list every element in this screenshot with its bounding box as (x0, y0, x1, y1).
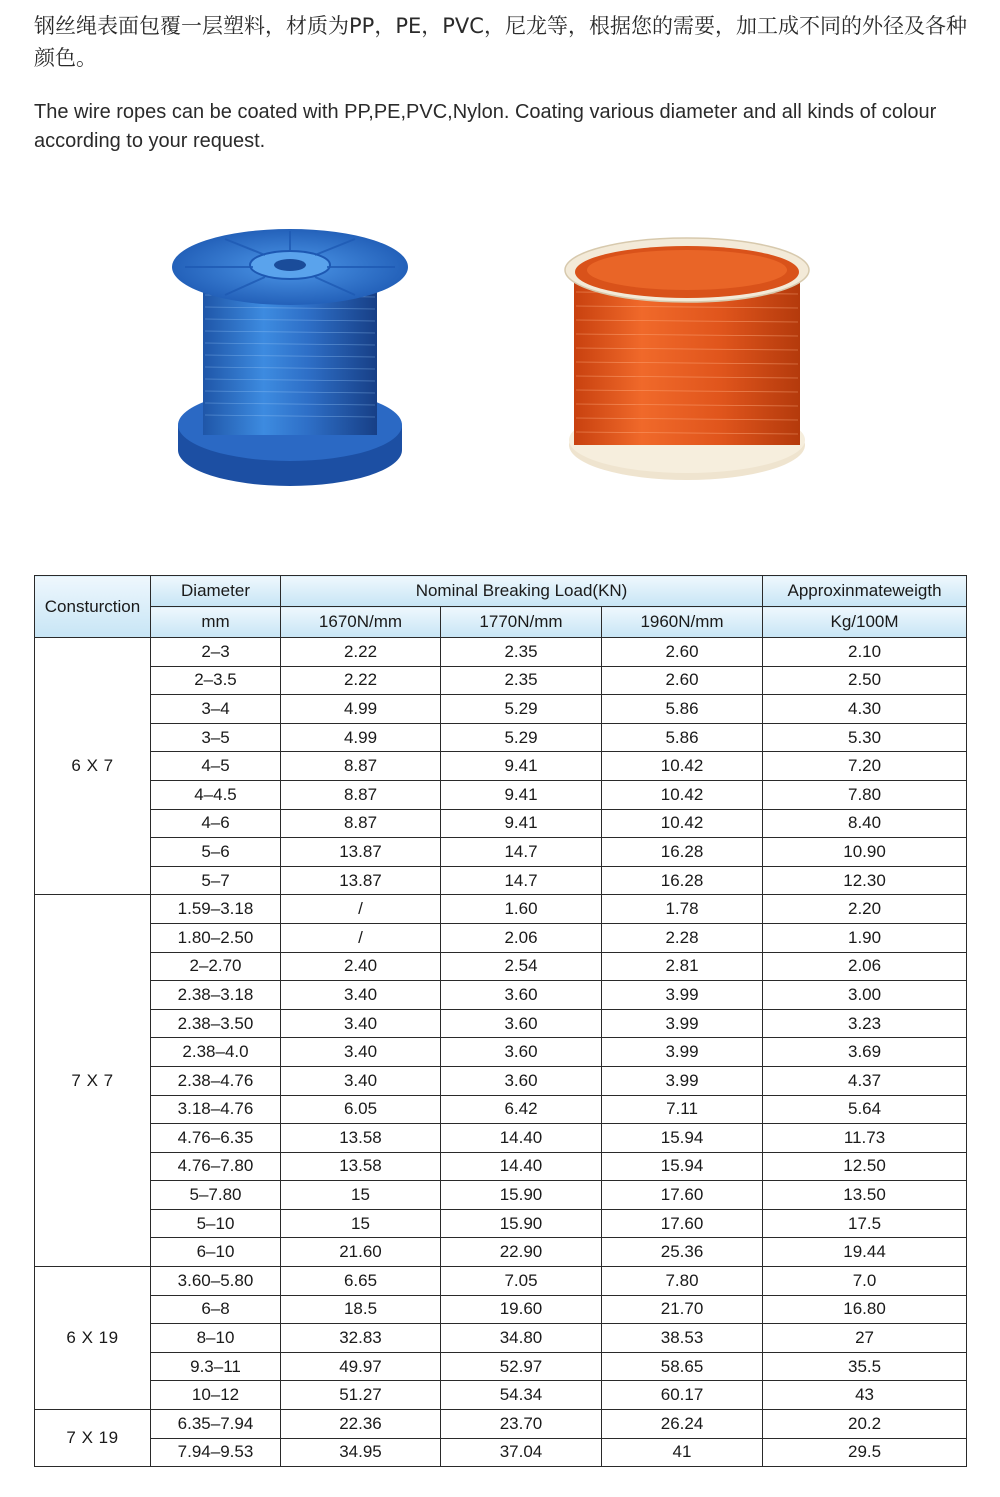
load-1960-cell: 21.70 (602, 1295, 763, 1324)
weight-cell: 7.80 (763, 780, 967, 809)
load-1670-cell: 34.95 (281, 1438, 441, 1467)
diameter-cell: 2.38–3.50 (151, 1009, 281, 1038)
table-row (35, 1038, 967, 1067)
load-1960-cell: 10.42 (602, 809, 763, 838)
table-row (35, 981, 967, 1010)
load-1770-cell: 9.41 (441, 809, 602, 838)
load-1770-cell: 2.35 (441, 666, 602, 695)
header-load-1960: 1960N/mm (602, 607, 763, 638)
diameter-cell: 3.18–4.76 (151, 1095, 281, 1124)
table-row (35, 1295, 967, 1324)
weight-cell: 2.06 (763, 952, 967, 981)
diameter-cell: 4.76–6.35 (151, 1124, 281, 1153)
weight-cell: 12.50 (763, 1152, 967, 1181)
diameter-cell: 5–7.80 (151, 1181, 281, 1210)
intro-english: The wire ropes can be coated with PP,PE,PVC,Nylon. Coating various diameter and all kinds of colour according to your request. (34, 101, 937, 152)
table-row (35, 638, 967, 667)
weight-cell: 12.30 (763, 866, 967, 895)
diameter-cell: 2–3.5 (151, 666, 281, 695)
diameter-cell: 2–3 (151, 638, 281, 667)
load-1770-cell: 34.80 (441, 1324, 602, 1353)
diameter-cell: 2–2.70 (151, 952, 281, 981)
header-weight-unit: Kg/100M (763, 607, 967, 638)
load-1770-cell: 14.40 (441, 1152, 602, 1181)
load-1670-cell: 13.87 (281, 838, 441, 867)
weight-cell: 4.30 (763, 695, 967, 724)
load-1770-cell: 3.60 (441, 1009, 602, 1038)
load-1770-cell: 9.41 (441, 780, 602, 809)
header-construction: Consturction (35, 576, 151, 638)
load-1960-cell: 38.53 (602, 1324, 763, 1353)
table-row (35, 695, 967, 724)
load-1670-cell: 18.5 (281, 1295, 441, 1324)
diameter-cell: 7.94–9.53 (151, 1438, 281, 1467)
diameter-cell: 5–10 (151, 1209, 281, 1238)
load-1770-cell: 14.7 (441, 866, 602, 895)
table-row (35, 1009, 967, 1038)
load-1670-cell: 21.60 (281, 1238, 441, 1267)
load-1960-cell: 17.60 (602, 1181, 763, 1210)
load-1770-cell: 52.97 (441, 1352, 602, 1381)
diameter-cell: 5–7 (151, 866, 281, 895)
load-1960-cell: 2.60 (602, 638, 763, 667)
load-1770-cell: 9.41 (441, 752, 602, 781)
load-1960-cell: 10.42 (602, 752, 763, 781)
diameter-cell: 5–6 (151, 838, 281, 867)
load-1770-cell: 22.90 (441, 1238, 602, 1267)
table-row (35, 1238, 967, 1267)
load-1960-cell: 41 (602, 1438, 763, 1467)
load-1960-cell: 3.99 (602, 981, 763, 1010)
weight-cell: 35.5 (763, 1352, 967, 1381)
load-1770-cell: 37.04 (441, 1438, 602, 1467)
table-row (35, 1410, 967, 1439)
load-1770-cell: 14.7 (441, 838, 602, 867)
table-subheader-row (35, 607, 967, 638)
header-load-1770: 1770N/mm (441, 607, 602, 638)
diameter-cell: 3–5 (151, 723, 281, 752)
load-1960-cell: 15.94 (602, 1124, 763, 1153)
table-header-row (35, 576, 967, 607)
load-1670-cell: 15 (281, 1181, 441, 1210)
load-1960-cell: 2.28 (602, 923, 763, 952)
diameter-cell: 3–4 (151, 695, 281, 724)
load-1960-cell: 3.99 (602, 1066, 763, 1095)
diameter-cell: 8–10 (151, 1324, 281, 1353)
load-1770-cell: 15.90 (441, 1209, 602, 1238)
table-row (35, 1209, 967, 1238)
load-1960-cell: 7.11 (602, 1095, 763, 1124)
weight-cell: 29.5 (763, 1438, 967, 1467)
diameter-cell: 4.76–7.80 (151, 1152, 281, 1181)
load-1670-cell: 2.22 (281, 638, 441, 667)
load-1670-cell: 22.36 (281, 1410, 441, 1439)
load-1960-cell: 5.86 (602, 695, 763, 724)
load-1960-cell: 16.28 (602, 838, 763, 867)
weight-cell: 27 (763, 1324, 967, 1353)
load-1960-cell: 10.42 (602, 780, 763, 809)
load-1960-cell: 1.78 (602, 895, 763, 924)
table-row (35, 666, 967, 695)
weight-cell: 17.5 (763, 1209, 967, 1238)
header-diameter: Diameter (151, 576, 281, 607)
load-1670-cell: 6.05 (281, 1095, 441, 1124)
diameter-cell: 6–8 (151, 1295, 281, 1324)
weight-cell: 2.20 (763, 895, 967, 924)
weight-cell: 3.23 (763, 1009, 967, 1038)
weight-cell: 4.37 (763, 1066, 967, 1095)
load-1770-cell: 54.34 (441, 1381, 602, 1410)
table-row (35, 1324, 967, 1353)
table-row (35, 1066, 967, 1095)
load-1960-cell: 25.36 (602, 1238, 763, 1267)
load-1670-cell: 13.58 (281, 1124, 441, 1153)
load-1670-cell: 13.87 (281, 866, 441, 895)
table-row (35, 1381, 967, 1410)
table-body (35, 638, 967, 1467)
weight-cell: 5.30 (763, 723, 967, 752)
load-1670-cell: 51.27 (281, 1381, 441, 1410)
load-1770-cell: 3.60 (441, 1066, 602, 1095)
diameter-cell: 1.59–3.18 (151, 895, 281, 924)
load-1770-cell: 23.70 (441, 1410, 602, 1439)
diameter-cell: 4–6 (151, 809, 281, 838)
load-1670-cell: 49.97 (281, 1352, 441, 1381)
diameter-cell: 2.38–3.18 (151, 981, 281, 1010)
load-1960-cell: 3.99 (602, 1038, 763, 1067)
load-1770-cell: 6.42 (441, 1095, 602, 1124)
weight-cell: 43 (763, 1381, 967, 1410)
table-row (35, 809, 967, 838)
wire-rope-spec-table (34, 575, 967, 1467)
load-1770-cell: 14.40 (441, 1124, 602, 1153)
diameter-cell: 2.38–4.0 (151, 1038, 281, 1067)
load-1960-cell: 15.94 (602, 1152, 763, 1181)
load-1670-cell: 4.99 (281, 695, 441, 724)
load-1960-cell: 26.24 (602, 1410, 763, 1439)
construction-cell: 6 X 19 (35, 1267, 151, 1410)
diameter-cell: 2.38–4.76 (151, 1066, 281, 1095)
load-1770-cell: 7.05 (441, 1267, 602, 1296)
weight-cell: 2.50 (763, 666, 967, 695)
blue-coated-wire-spool-image (165, 225, 415, 495)
load-1960-cell: 2.81 (602, 952, 763, 981)
header-nominal-breaking-load: Nominal Breaking Load(KN) (281, 576, 763, 607)
load-1670-cell: 8.87 (281, 780, 441, 809)
weight-cell: 1.90 (763, 923, 967, 952)
load-1960-cell: 60.17 (602, 1381, 763, 1410)
weight-cell: 8.40 (763, 809, 967, 838)
load-1770-cell: 5.29 (441, 723, 602, 752)
diameter-cell: 3.60–5.80 (151, 1267, 281, 1296)
diameter-cell: 9.3–11 (151, 1352, 281, 1381)
table-row (35, 895, 967, 924)
diameter-cell: 4–4.5 (151, 780, 281, 809)
diameter-cell: 10–12 (151, 1381, 281, 1410)
load-1960-cell: 7.80 (602, 1267, 763, 1296)
load-1770-cell: 19.60 (441, 1295, 602, 1324)
diameter-cell: 6.35–7.94 (151, 1410, 281, 1439)
weight-cell: 2.10 (763, 638, 967, 667)
load-1670-cell: / (281, 895, 441, 924)
table-row (35, 780, 967, 809)
weight-cell: 19.44 (763, 1238, 967, 1267)
table-row (35, 1152, 967, 1181)
table-row (35, 1267, 967, 1296)
load-1670-cell: 2.22 (281, 666, 441, 695)
weight-cell: 3.00 (763, 981, 967, 1010)
table-row (35, 1095, 967, 1124)
diameter-cell: 4–5 (151, 752, 281, 781)
weight-cell: 7.0 (763, 1267, 967, 1296)
load-1960-cell: 3.99 (602, 1009, 763, 1038)
weight-cell: 11.73 (763, 1124, 967, 1153)
table-row (35, 1124, 967, 1153)
load-1670-cell: 3.40 (281, 981, 441, 1010)
load-1670-cell: 4.99 (281, 723, 441, 752)
diameter-cell: 1.80–2.50 (151, 923, 281, 952)
load-1960-cell: 2.60 (602, 666, 763, 695)
construction-cell: 7 X 7 (35, 895, 151, 1267)
load-1770-cell: 15.90 (441, 1181, 602, 1210)
header-weight: Approxinmateweigth (763, 576, 967, 607)
diameter-cell: 6–10 (151, 1238, 281, 1267)
load-1670-cell: 3.40 (281, 1066, 441, 1095)
load-1770-cell: 3.60 (441, 981, 602, 1010)
table-row (35, 1438, 967, 1467)
load-1770-cell: 2.54 (441, 952, 602, 981)
load-1670-cell: 15 (281, 1209, 441, 1238)
weight-cell: 16.80 (763, 1295, 967, 1324)
construction-cell: 6 X 7 (35, 638, 151, 895)
load-1770-cell: 1.60 (441, 895, 602, 924)
load-1670-cell: 8.87 (281, 809, 441, 838)
weight-cell: 10.90 (763, 838, 967, 867)
header-load-1670: 1670N/mm (281, 607, 441, 638)
load-1960-cell: 58.65 (602, 1352, 763, 1381)
table-row (35, 723, 967, 752)
load-1960-cell: 5.86 (602, 723, 763, 752)
load-1960-cell: 17.60 (602, 1209, 763, 1238)
table-row (35, 838, 967, 867)
table-row (35, 952, 967, 981)
load-1670-cell: 2.40 (281, 952, 441, 981)
load-1670-cell: 32.83 (281, 1324, 441, 1353)
load-1960-cell: 16.28 (602, 866, 763, 895)
orange-coated-wire-spool-image (560, 230, 815, 490)
table-row (35, 1181, 967, 1210)
load-1670-cell: 6.65 (281, 1267, 441, 1296)
table-row (35, 1352, 967, 1381)
table-row (35, 923, 967, 952)
load-1770-cell: 3.60 (441, 1038, 602, 1067)
load-1770-cell: 2.35 (441, 638, 602, 667)
load-1670-cell: / (281, 923, 441, 952)
weight-cell: 3.69 (763, 1038, 967, 1067)
header-diameter-unit: mm (151, 607, 281, 638)
table-row (35, 866, 967, 895)
load-1670-cell: 3.40 (281, 1009, 441, 1038)
load-1670-cell: 8.87 (281, 752, 441, 781)
load-1670-cell: 3.40 (281, 1038, 441, 1067)
load-1770-cell: 2.06 (441, 923, 602, 952)
construction-cell: 7 X 19 (35, 1410, 151, 1467)
load-1670-cell: 13.58 (281, 1152, 441, 1181)
intro-chinese: 钢丝绳表面包覆一层塑料，材质为PP，PE，PVC，尼龙等，根据您的需要，加工成不同的外径及各种颜色。 (34, 14, 967, 70)
weight-cell: 13.50 (763, 1181, 967, 1210)
weight-cell: 20.2 (763, 1410, 967, 1439)
weight-cell: 7.20 (763, 752, 967, 781)
weight-cell: 5.64 (763, 1095, 967, 1124)
load-1770-cell: 5.29 (441, 695, 602, 724)
table-row (35, 752, 967, 781)
